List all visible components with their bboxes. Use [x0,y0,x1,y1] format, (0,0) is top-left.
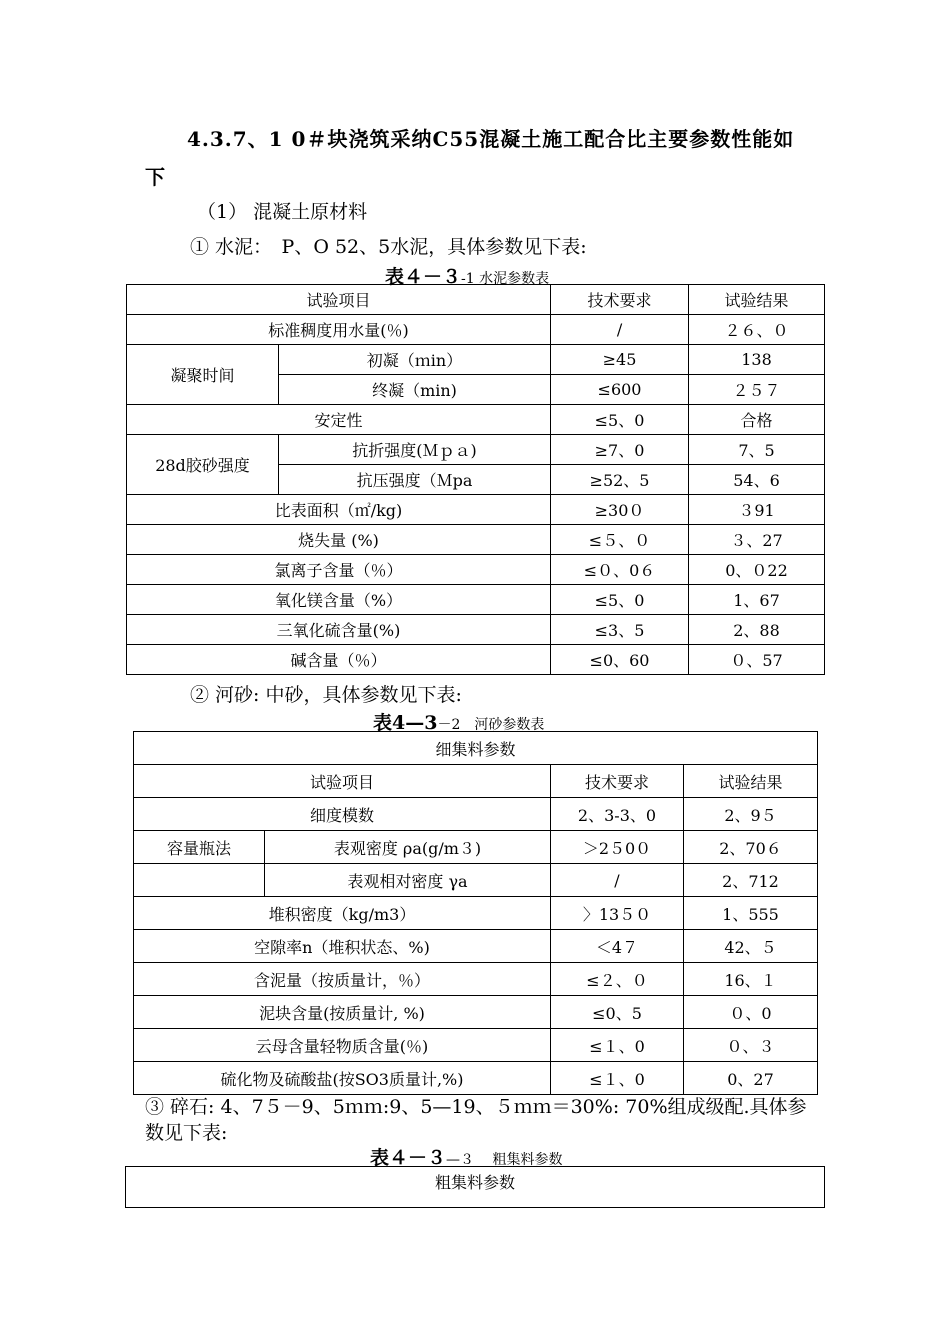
table-row [127,645,825,675]
table-row [127,525,825,555]
cell-requirement: ≤0、5 [551,996,684,1029]
table-title: 细集料参数 [134,732,818,765]
cell-requirement: ＜4７ [551,930,684,963]
table-title-row [134,732,818,765]
table-row [134,897,818,930]
cell-item: 氯离子含量（％） [127,555,551,585]
table-row [127,315,825,345]
cell-result: 2、9５ [684,798,818,831]
cell-result: ２６、０ [689,315,825,345]
cell-item: 表观相对密度 γa [265,864,551,897]
cell-item: 三氧化硫含量(%) [127,615,551,645]
cell-result: ０、0 [684,996,818,1029]
group-label: 凝聚时间 [127,345,279,405]
table-row [134,1029,818,1062]
table2-caption-number: 表4—3 [373,712,438,734]
sand-parameters-table [133,731,818,1095]
cell-item: 泥块含量(按质量计, %) [134,996,551,1029]
cell-requirement: ≤５、０ [551,525,689,555]
cell-requirement: ≤3、5 [551,615,689,645]
cell-requirement: ≤5、0 [551,585,689,615]
table-row [127,585,825,615]
cell-item: 抗折强度(Ｍｐａ) [279,435,551,465]
gravel-intro: ③ 碎石: 4、7５－9、5ｍｍ:9、5—19、５ｍｍ＝30%: 70%组成级配.具体参数见下表: [145,1096,807,1144]
cell-requirement: ≤600 [551,375,689,405]
cell-result: 2、88 [689,615,825,645]
header-result: 试验结果 [684,765,818,798]
cell-result: 54、6 [689,465,825,495]
cell-item: 含泥量（按质量计，％） [134,963,551,996]
table-row [134,798,818,831]
cell-requirement: 2、3-3、0 [551,798,684,831]
table-title: 粗集料参数 [126,1167,825,1208]
table-title-row [126,1167,825,1208]
cell-item: 烧失量 (%) [127,525,551,555]
cell-item: 抗压强度（Ｍpa [279,465,551,495]
table-row [127,615,825,645]
table-row [134,996,818,1029]
cell-result: ０、３ [684,1029,818,1062]
table2-caption-text: －2 河砂参数表 [437,717,545,733]
cell-result: 138 [689,345,825,375]
cell-result: 2、70６ [684,831,818,864]
cell-requirement: / [551,315,689,345]
cement-intro: ① 水泥： P、O 52、5水泥，具体参数见下表: [190,236,587,258]
cell-result: ０、57 [689,645,825,675]
cell-item: 云母含量轻物质含量(％) [134,1029,551,1062]
header-test-item: 试验项目 [134,765,551,798]
cell-item: 硫化物及硫酸盐(按SO3质量计,%) [134,1062,551,1095]
table-header-row [134,765,818,798]
empty-cell [134,864,265,897]
table-row [134,831,818,864]
table-row [127,435,825,465]
cell-requirement: 〉13５０ [551,897,684,930]
table-header-row [127,285,825,315]
cell-item: 安定性 [127,405,551,435]
cell-item: 细度模数 [134,798,551,831]
cell-item: 氧化镁含量（%） [127,585,551,615]
header-requirement: 技术要求 [551,285,689,315]
cell-item: 标准稠度用水量(％) [127,315,551,345]
table1-caption-number: 表４－３ [385,266,462,288]
table-row [134,864,818,897]
cell-item: 空隙率n（堆积状态、%) [134,930,551,963]
cell-item: 碱含量（％） [127,645,551,675]
section-heading: 4.3.7、1 0＃块浇筑采纳C55混凝土施工配合比主要参数性能如下 [145,127,795,189]
cell-result: 2、712 [684,864,818,897]
header-requirement: 技术要求 [551,765,684,798]
subsection-title: （1） 混凝土原材料 [197,201,368,223]
cell-requirement: ≤１、0 [551,1062,684,1095]
cell-item: 终凝（min) [279,375,551,405]
table3-caption-text: —３ 粗集料参数 [446,1152,563,1168]
cell-requirement: / [551,864,684,897]
table-row [134,963,818,996]
cell-result: 1、555 [684,897,818,930]
group-label: 容量瓶法 [134,831,265,864]
group-label: 28d胶砂强度 [127,435,279,495]
header-test-item: 试验项目 [127,285,551,315]
table3-caption-number: 表４－３ [370,1147,447,1169]
cell-result: 7、5 [689,435,825,465]
table-row [134,1062,818,1095]
cell-requirement: ≤１、0 [551,1029,684,1062]
cell-result: ２５７ [689,375,825,405]
table-row [134,930,818,963]
table-row [127,555,825,585]
cell-result: 0、０22 [689,555,825,585]
cell-result: 42、５ [684,930,818,963]
cell-requirement: ≤5、0 [551,405,689,435]
cell-result: 16、１ [684,963,818,996]
cell-requirement: ≤２、０ [551,963,684,996]
cell-requirement: ≤０、0６ [551,555,689,585]
cell-result: 合格 [689,405,825,435]
cell-requirement: ≥52、5 [551,465,689,495]
cell-requirement: ＞2５0０ [551,831,684,864]
cell-item: 表观密度 ρa(g/m３) [265,831,551,864]
cell-requirement: ≥30０ [551,495,689,525]
cell-result: 1、67 [689,585,825,615]
cell-requirement: ≥45 [551,345,689,375]
cell-item: 初凝（ｍin） [279,345,551,375]
table-row [127,405,825,435]
cell-item: 堆积密度（kg/m3） [134,897,551,930]
cell-result: 0、27 [684,1062,818,1095]
table-row [127,345,825,375]
cell-requirement: ≥7、0 [551,435,689,465]
cell-result: ３、27 [689,525,825,555]
cell-item: 比表面积（㎡/kg) [127,495,551,525]
table1-caption-text: -1 水泥参数表 [461,271,550,287]
cell-result: ３91 [689,495,825,525]
sand-intro: ② 河砂: 中砂，具体参数见下表: [190,684,462,706]
cell-requirement: ≤0、60 [551,645,689,675]
coarse-aggregate-table [125,1166,825,1208]
table-row [127,495,825,525]
header-result: 试验结果 [689,285,825,315]
cement-parameters-table [126,284,825,675]
